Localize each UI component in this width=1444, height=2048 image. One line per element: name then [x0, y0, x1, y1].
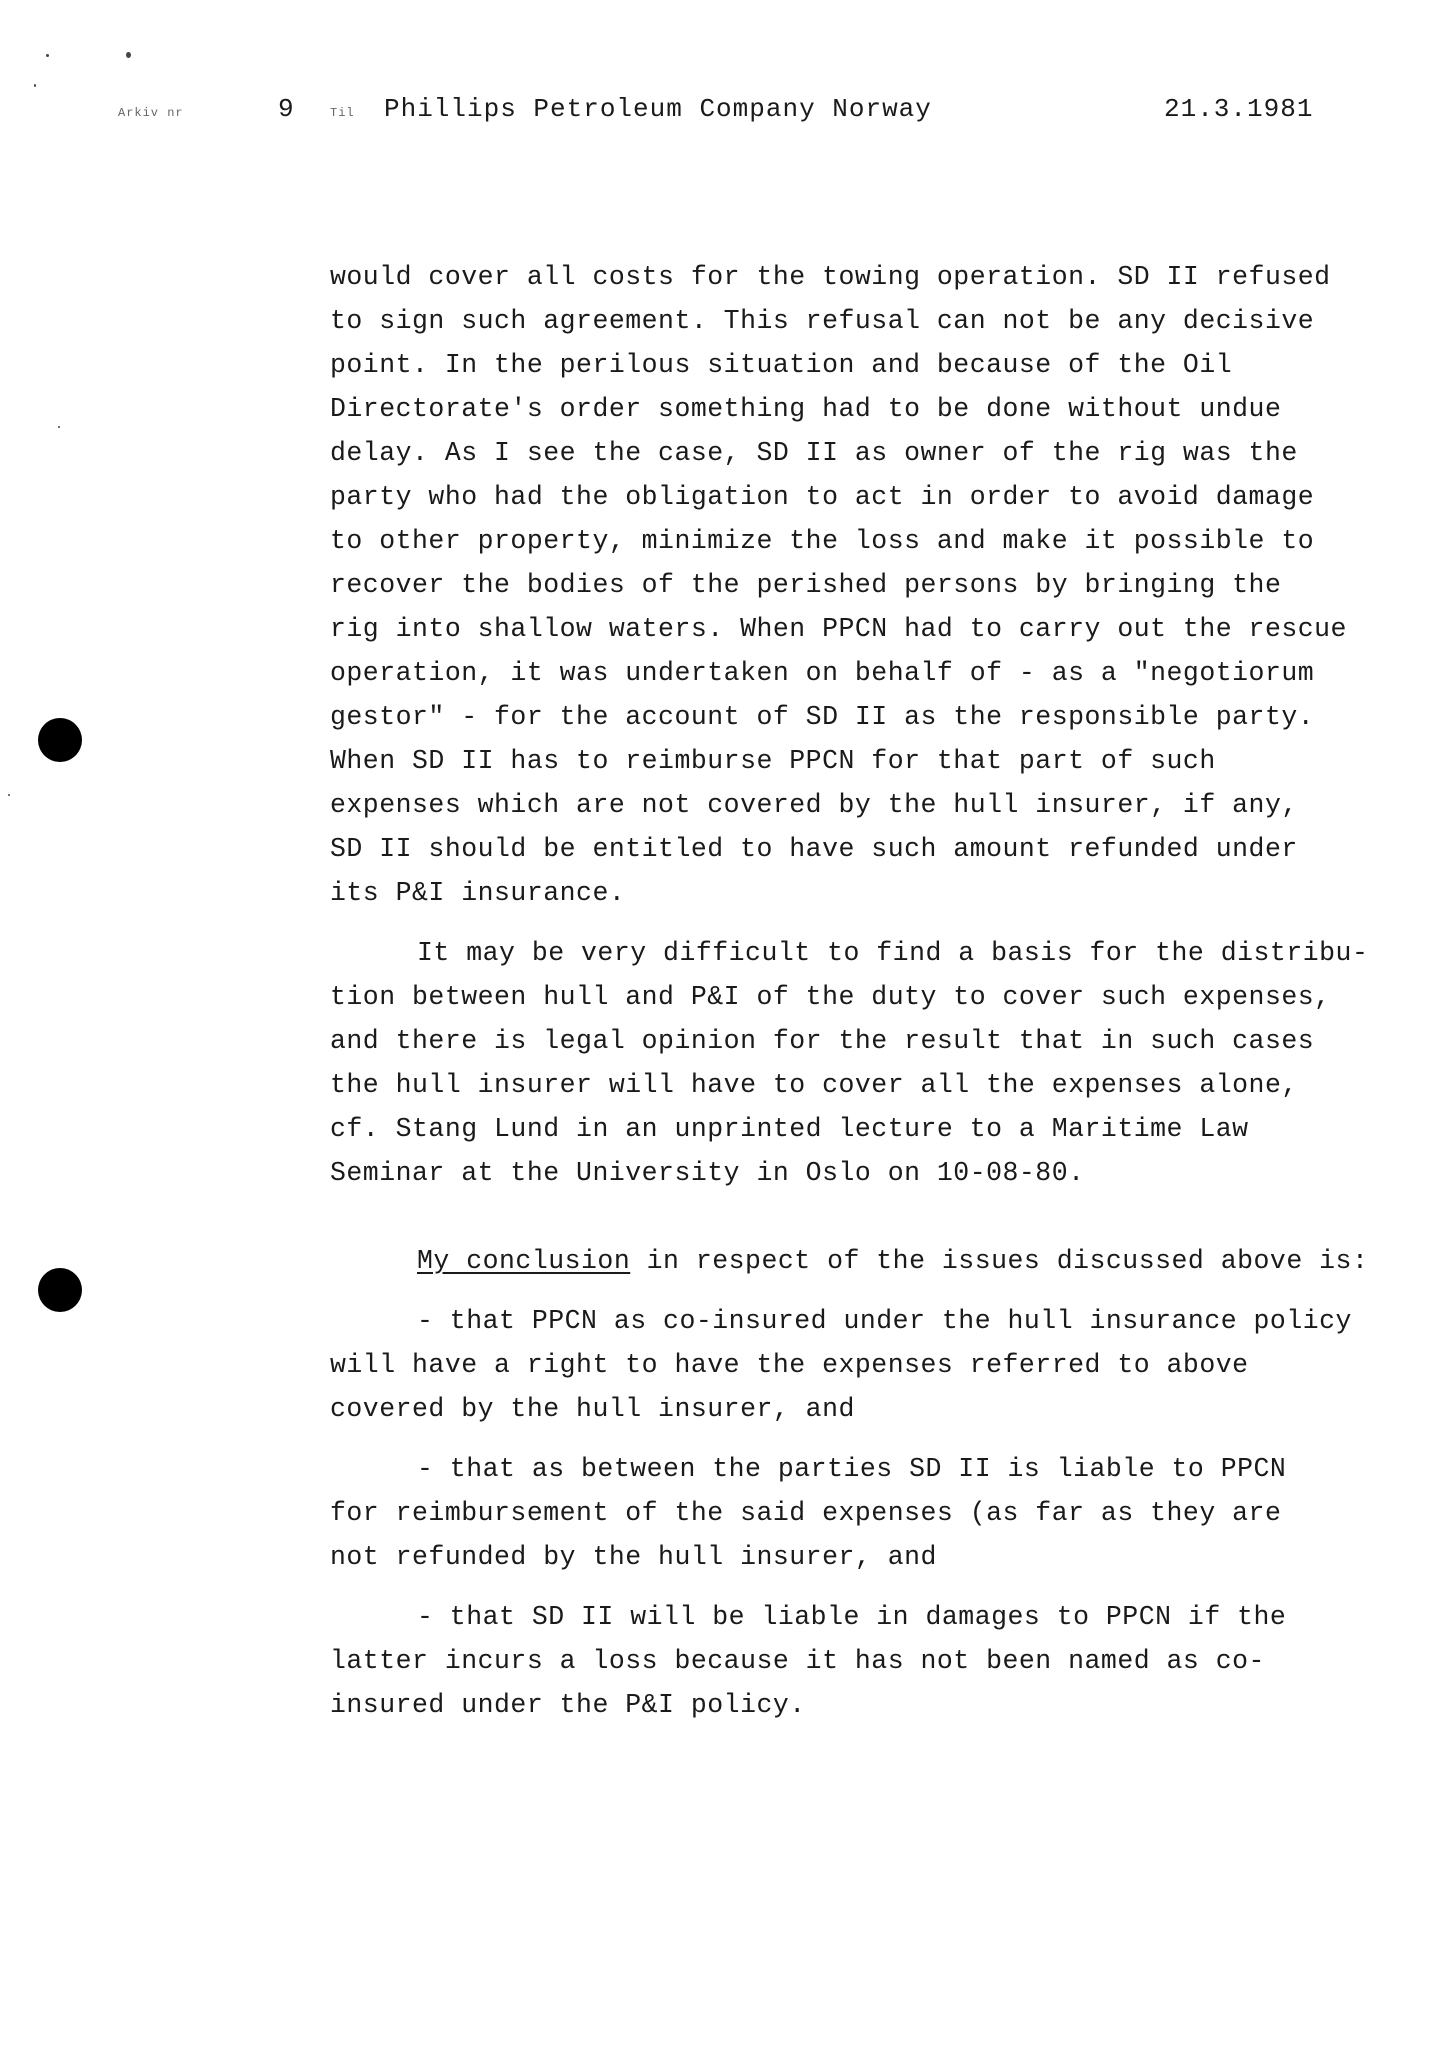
text-line: expenses which are not covered by the hull insurer, if any, [330, 790, 1298, 820]
text-line: It may be very difficult to find a basis for the distribu- [417, 938, 1369, 968]
text-line: Directorate's order something had to be done without undue [330, 394, 1282, 424]
text-line: - that PPCN as co-insured under the hull insurance policy [417, 1306, 1352, 1336]
text-line [330, 1239, 1430, 1283]
letter-date: 21.3.1981 [1164, 94, 1314, 124]
paragraph-1 [330, 255, 1430, 915]
text-line: tion between hull and P&I of the duty to cover such expenses, [330, 982, 1331, 1012]
text-line: and there is legal opinion for the result that in such cases [330, 1026, 1315, 1056]
text-line: covered by the hull insurer, and [330, 1394, 855, 1424]
text-line: its P&I insurance. [330, 878, 626, 908]
conclusion-item-3 [330, 1595, 1430, 1727]
scan-speck [46, 54, 49, 57]
conclusion-item-1 [330, 1299, 1430, 1431]
scan-speck [34, 84, 36, 87]
letter-header [0, 92, 1444, 132]
text-line: Seminar at the University in Oslo on 10-08-80. [330, 1158, 1085, 1188]
archive-label: Arkiv nr [118, 106, 184, 120]
conclusion-intro [330, 1239, 1430, 1283]
text-line: insured under the P&I policy. [330, 1690, 806, 1720]
text-line: gestor" - for the account of SD II as the responsible party. [330, 702, 1315, 732]
text-line: - that as between the parties SD II is liable to PPCN [417, 1454, 1287, 1484]
conclusion-heading: My conclusion [417, 1246, 631, 1276]
punch-hole-lower [38, 1268, 82, 1312]
page-number: 9 [278, 94, 295, 124]
to-label: Til [330, 106, 355, 120]
scan-speck [58, 426, 60, 428]
recipient: Phillips Petroleum Company Norway [384, 94, 932, 124]
text-line: recover the bodies of the perished persons by bringing the [330, 570, 1282, 600]
letter-body [330, 255, 1430, 1727]
text-line: will have a right to have the expenses referred to above [330, 1350, 1249, 1380]
text-line: operation, it was undertaken on behalf of - as a "negotiorum [330, 658, 1315, 688]
text-line: to other property, minimize the loss and make it possible to [330, 526, 1315, 556]
text-line: not refunded by the hull insurer, and [330, 1542, 937, 1572]
text-line: the hull insurer will have to cover all the expenses alone, [330, 1070, 1298, 1100]
text-line: party who had the obligation to act in order to avoid damage [330, 482, 1315, 512]
text-line: would cover all costs for the towing operation. SD II refused [330, 262, 1331, 292]
text-line: latter incurs a loss because it has not been named as co- [330, 1646, 1265, 1676]
text-line: SD II should be entitled to have such amount refunded under [330, 834, 1298, 864]
paragraph-2 [330, 931, 1430, 1195]
text-line: rig into shallow waters. When PPCN had to carry out the rescue [330, 614, 1347, 644]
text-line: point. In the perilous situation and because of the Oil [330, 350, 1233, 380]
scan-speck [126, 52, 131, 58]
conclusion-intro-text: in respect of the issues discussed above is: [630, 1246, 1369, 1276]
text-line: delay. As I see the case, SD II as owner of the rig was the [330, 438, 1298, 468]
text-line: cf. Stang Lund in an unprinted lecture to a Maritime Law [330, 1114, 1249, 1144]
scan-speck [8, 794, 10, 796]
text-line: - that SD II will be liable in damages to PPCN if the [417, 1602, 1287, 1632]
conclusion-item-2 [330, 1447, 1430, 1579]
text-line: When SD II has to reimburse PPCN for that part of such [330, 746, 1216, 776]
punch-hole-upper [38, 718, 82, 762]
text-line: for reimbursement of the said expenses (as far as they are [330, 1498, 1282, 1528]
text-line: to sign such agreement. This refusal can not be any decisive [330, 306, 1315, 336]
